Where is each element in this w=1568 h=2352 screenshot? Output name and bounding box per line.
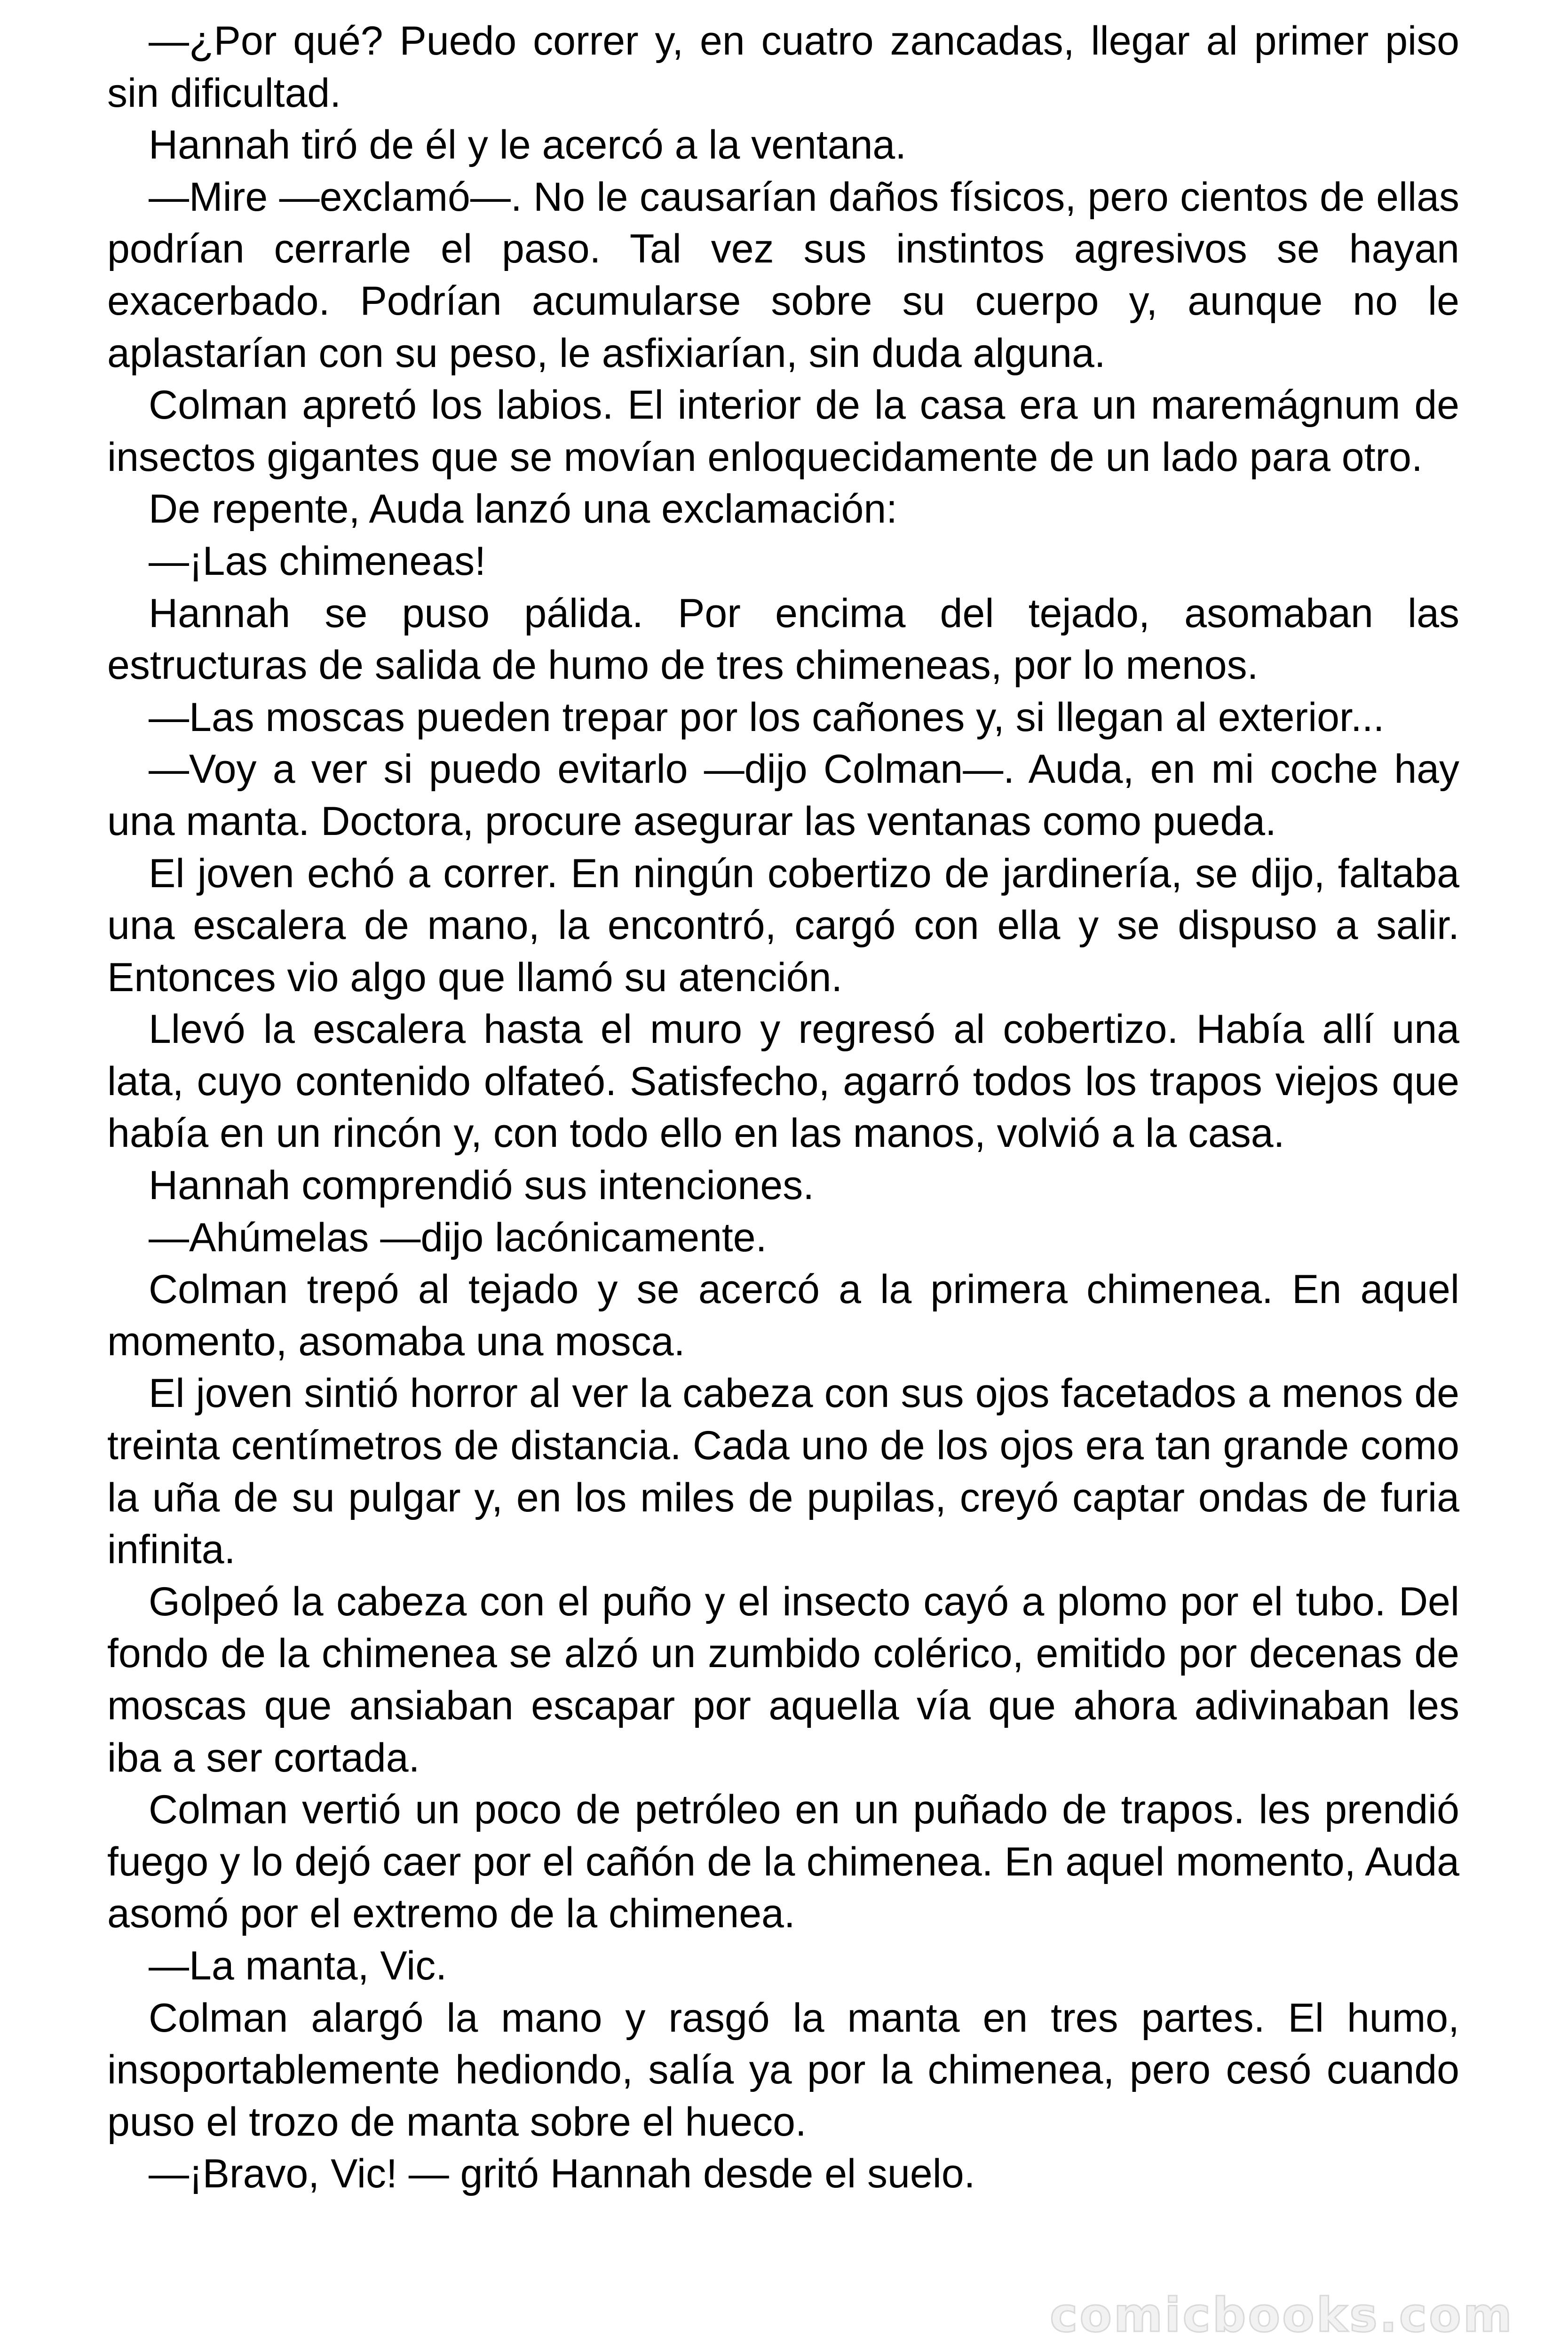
paragraph: Colman alargó la mano y rasgó la manta en tres partes. El humo, insoportablemente hediondo, salía ya por la chimenea, pero cesó cuando puso el trozo de manta sobre el hueco. — [107, 1995, 1459, 2145]
paragraph: —Mire —exclamó—. No le causarían daños físicos, pero cientos de ellas podrían cerrarle el paso. Tal vez sus instintos agresivos se hayan exacerbado. Podrían acumularse sobre su cuerpo y, aunque no le aplastarían con su peso, le asfixiarían, sin duda alguna. — [107, 174, 1459, 376]
watermark: comicbooks.com — [1050, 2288, 1514, 2343]
paragraph: De repente, Auda lanzó una exclamación: — [149, 486, 898, 532]
paragraph: —¡Bravo, Vic! — gritó Hannah desde el suelo. — [149, 2151, 975, 2197]
paragraph: Colman vertió un poco de petróleo en un puñado de trapos. les prendió fuego y lo dejó caer por el cañón de la chimenea. En aquel momento, Auda asomó por el extremo de la chimenea. — [107, 1787, 1459, 1937]
paragraph: —Las moscas pueden trepar por los cañones y, si llegan al exterior... — [149, 694, 1385, 740]
paragraph: —¿Por qué? Puedo correr y, en cuatro zancadas, llegar al primer piso sin dificultad. — [107, 18, 1459, 116]
paragraph: El joven sintió horror al ver la cabeza con sus ojos facetados a menos de treinta centímetros de distancia. Cada uno de los ojos era tan grande como la uña de su pulgar y, en los miles de pupilas, creyó captar ondas de furia infinita. — [107, 1371, 1459, 1573]
paragraph: Hannah tiró de él y le acercó a la ventana. — [149, 122, 907, 168]
paragraph: —Ahúmelas —dijo lacónicamente. — [149, 1215, 767, 1260]
page-text — [107, 15, 1459, 2200]
paragraph: Colman apretó los labios. El interior de la casa era un maremágnum de insectos gigantes que se movían enloquecidamente de un lado para otro. — [107, 382, 1459, 480]
paragraph: —La manta, Vic. — [149, 1943, 447, 1988]
paragraph: Hannah se puso pálida. Por encima del tejado, asomaban las estructuras de salida de humo de tres chimeneas, por lo menos. — [107, 590, 1459, 688]
paragraph: —Voy a ver si puedo evitarlo —dijo Colman—. Auda, en mi coche hay una manta. Doctora, procure asegurar las ventanas como pueda. — [107, 747, 1459, 844]
paragraph: El joven echó a correr. En ningún cobertizo de jardinería, se dijo, faltaba una escalera de mano, la encontró, cargó con ella y se dispuso a salir. Entonces vio algo que llamó su atención. — [107, 850, 1459, 1000]
paragraph: Golpeó la cabeza con el puño y el insecto cayó a plomo por el tubo. Del fondo de la chimenea se alzó un zumbido colérico, emitido por decenas de moscas que ansiaban escapar por aquella vía que ahora adivinaban les iba a ser cortada. — [107, 1579, 1459, 1780]
paragraph: —¡Las chimeneas! — [149, 538, 486, 584]
paragraph: Llevó la escalera hasta el muro y regresó al cobertizo. Había allí una lata, cuyo contenido olfateó. Satisfecho, agarró todos los trapos viejos que había en un rincón y, con todo ello en las manos, volvió a la casa. — [107, 1007, 1459, 1156]
paragraph: Colman trepó al tejado y se acercó a la primera chimenea. En aquel momento, asomaba una mosca. — [107, 1267, 1459, 1364]
paragraph: Hannah comprendió sus intenciones. — [149, 1163, 815, 1208]
